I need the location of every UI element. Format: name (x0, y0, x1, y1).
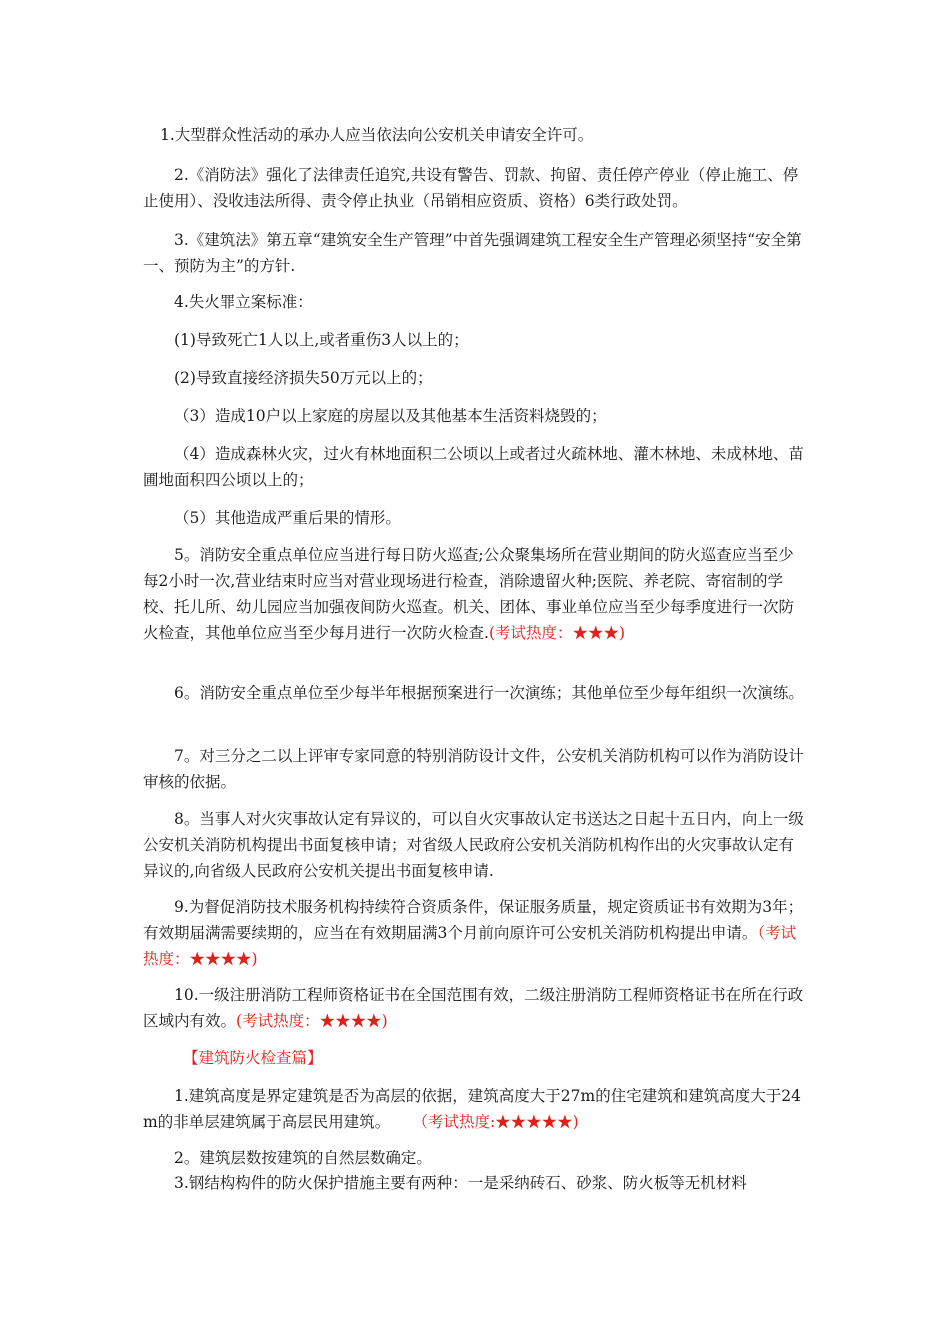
paragraph-9: 9.为督促消防技术服务机构持续符合资质条件，保证服务质量，规定资质证书有效期为3年；有效期届满需要续期的，应当在有效期届满3个月前向原许可公安机关消防机构提出申请。（考试热度：★★★★) (143, 898, 804, 968)
paragraph-10: 10.一级注册消防工程师资格证书在全国范围有效，二级注册消防工程师资格证书在所在行政区域内有效。(考试热度：★★★★) (143, 986, 804, 1030)
paragraph-1: 1.大型群众性活动的承办人应当依法向公安机关申请安全许可。 (160, 126, 594, 144)
exam-heat-badge: （考试热度：★★★★) (143, 924, 797, 968)
paragraph-7: 7。对三分之二以上评审专家同意的特别消防设计文件，公安机关消防机构可以作为消防设计审核的依据。 (143, 747, 804, 791)
paragraph-4-1: (1)导致死亡1人以上,或者重伤3人以上的； (174, 331, 469, 349)
exam-heat-badge: （考试热度:★★★★★) (420, 1113, 579, 1131)
paragraph-4-3: （3）造成10户以上家庭的房屋以及其他基本生活资料烧毁的； (174, 407, 607, 425)
paragraph-8: 8。当事人对火灾事故认定有异议的，可以自火灾事故认定书送达之日起十五日内，向上一级公安机关消防机构提出书面复核申请；对省级人民政府公安机关消防机构作出的火灾事故认定有异议的,向省级人民政府公安机关提出书面复核申请. (143, 810, 804, 880)
paragraph-b2: 2。建筑层数按建筑的自然层数确定。 (174, 1149, 432, 1167)
section-heading: 【建筑防火检查篇】 (183, 1049, 323, 1067)
paragraph-6: 6。消防安全重点单位至少每半年根据预案进行一次演练；其他单位至少每年组织一次演练。 (174, 684, 804, 702)
paragraph-5: 5。消防安全重点单位应当进行每日防火巡查;公众聚集场所在营业期间的防火巡查应当至少每2小时一次,营业结束时应当对营业现场进行检查，消除遗留火种;医院、养老院、寄宿制的学校、托儿所、幼儿园应当加强夜间防火巡查。机关、团体、事业单位应当至少每季度进行一次防火检查，其他单位应当至少每月进行一次防火检查.(考试热度：★★★) (143, 546, 795, 642)
exam-heat-badge: (考试热度：★★★★) (236, 1012, 388, 1030)
paragraph-4-2: (2)导致直接经济损失50万元以上的； (174, 369, 433, 387)
paragraph-4-5: （5）其他造成严重后果的情形。 (174, 509, 401, 527)
paragraph-4: 4.失火罪立案标准： (174, 293, 313, 311)
paragraph-4-4: （4）造成森林火灾，过火有林地面积二公顷以上或者过火疏林地、灌木林地、未成林地、苗圃地面积四公顷以上的； (143, 445, 804, 489)
paragraph-2: 2.《消防法》强化了法律责任追究,共设有警告、罚款、拘留、责任停产停业（停止施工、停止使用）、没收违法所得、责令停止执业（吊销相应资质、资格）6类行政处罚。 (143, 166, 799, 210)
paragraph-b3: 3.钢结构构件的防火保护措施主要有两种：一是采纳砖石、砂浆、防火板等无机材料 (174, 1174, 747, 1192)
paragraph-3: 3.《建筑法》第五章“建筑安全生产管理”中首先强调建筑工程安全生产管理必须坚持“安全第一、预防为主”的方针. (143, 231, 802, 275)
paragraph-b1: 1.建筑高度是界定建筑是否为高层的依据，建筑高度大于27m的住宅建筑和建筑高度大于24m的非单层建筑属于高层民用建筑。 （考试热度:★★★★★) (143, 1087, 801, 1131)
exam-heat-badge: (考试热度：★★★) (488, 624, 626, 642)
